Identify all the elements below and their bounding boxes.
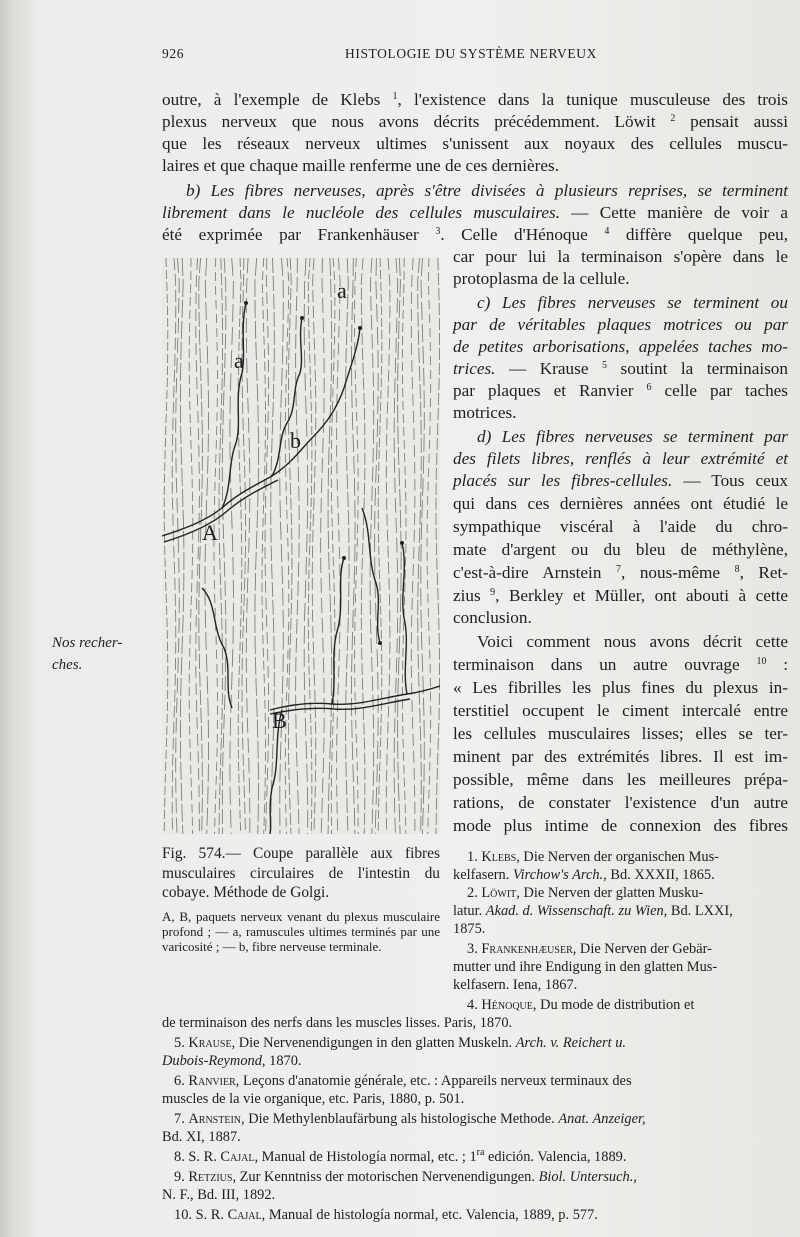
text-line: protoplasma de la cellule.	[453, 269, 630, 288]
footnote-6: 6. Ranvier, Leçons d'anatomie générale, etc. : Appareils nerveux terminaux des	[174, 1073, 632, 1089]
text-line: été exprimée par Frankenhäuser $^3$. Celle d'Hénoque $^4$ diffère quelque peu,	[162, 225, 788, 244]
figure-574	[162, 258, 440, 834]
text-line: plexus nerveux que nous avons décrits précédemment. Löwit $^2$ pensait aussi	[162, 112, 788, 131]
running-title: HISTOLOGIE DU SYSTÈME NERVEUX	[345, 46, 597, 61]
margin-note: Nos recher- ches.	[52, 635, 123, 673]
footnote-9-cont: N. F., Bd. III, 1892.	[162, 1187, 276, 1203]
text-line: librement dans le nucléole des cellules musculaires. — Cette manière de voir a	[162, 203, 788, 222]
figure-label-B: B	[272, 708, 287, 733]
text-line: outre, à l'exemple de Klebs $^1$, l'existence dans la tunique musculeuse des trois	[162, 90, 788, 109]
text-line: que les réseaux nerveux ultimes s'unissent aux noyaux des cellules muscu-	[162, 134, 788, 153]
text-line: c'est-à-dire Arnstein $^7$, nous-même $^8$, Ret-	[453, 563, 789, 582]
text-line: qui dans ces dernières années ont étudié le	[453, 494, 788, 513]
text-line: « Les fibrilles les plus fines du plexus in-	[453, 678, 788, 697]
footnote-3-cont2: kelfasern. Iena, 1867.	[453, 977, 578, 993]
caption-title: Fig. 574.— Coupe parallèle aux fibres musculaires circulaires de l'intestin du cobaye. Méthode de Golgi.	[162, 845, 440, 902]
footnote-2: 2. Löwit, Die Nerven der glatten Musku-	[467, 885, 704, 901]
footnote-1-cont: kelfasern. Virchow's Arch., Bd. XXXII, 1865.	[453, 867, 715, 883]
text-line: des filets libres, renflés à leur extrémité et	[453, 449, 788, 468]
text-line: Voici comment nous avons décrit cette	[477, 632, 788, 651]
text-line: terstitiel occupent le ciment intercalé entre	[453, 701, 788, 720]
footnote-7: 7. Arnstein, Die Methylenblaufärbung als histologische Methode. Anat. Anzeiger,	[174, 1111, 646, 1127]
text-line: conclusion.	[453, 608, 532, 627]
figure-label-A: A	[202, 520, 218, 545]
text-line: par de véritables plaques motrices ou par	[453, 315, 788, 334]
footnote-7-cont: Bd. XI, 1887.	[162, 1129, 241, 1145]
figure-label-a1: a	[337, 278, 347, 303]
footnote-5-cont: Dubois-Reymond, 1870.	[162, 1053, 302, 1069]
figure-label-a2: a	[234, 348, 244, 373]
footnote-2-year: 1875.	[453, 921, 486, 937]
text-line: sympathique viscéral à l'aide du chro-	[453, 517, 788, 536]
text-line: trices. — Krause $^5$ soutint la terminaison	[453, 359, 788, 378]
histology-drawing	[162, 258, 440, 834]
footnote-8: 8. S. R. Cajal, Manual de Histología normal, etc. ; $1^{ra}$ edición. Valencia, 1889.	[174, 1147, 627, 1165]
text-line: par plaques et Ranvier $^6$ celle par taches	[453, 381, 789, 400]
text-line: d) Les fibres nerveuses se terminent par	[477, 427, 788, 446]
text-line: motrices.	[453, 403, 517, 422]
text-line: possible, même dans les meilleures prépa-	[453, 770, 788, 789]
text-line: laires et que chaque maille renferme une de ces dernières.	[162, 156, 560, 175]
page-number: 926	[162, 46, 185, 61]
text-line: les cellules musculaires lisses; elles se ter-	[453, 724, 788, 743]
footnote-9: 9. Retzius, Zur Kenntniss der motorischen Nervenendigungen. Biol. Untersuch.,	[174, 1169, 637, 1185]
figure-label-b: b	[290, 428, 301, 453]
text-line: zius $^9$, Berkley et Müller, ont abouti à cette	[453, 586, 789, 605]
text-line: placés sur les fibres-cellules. — Tous ceux	[453, 471, 788, 490]
footnote-4-cont: de terminaison des nerfs dans les muscles lisses. Paris, 1870.	[162, 1015, 513, 1031]
text-line: de petites arborisations, appelées taches mo-	[453, 337, 788, 356]
footnote-10: 10. S. R. Cajal, Manual de histología normal, etc. Valencia, 1889, p. 577.	[174, 1207, 598, 1223]
footnote-3-cont: mutter und ihre Endigung in den glatten Mus-	[453, 959, 718, 975]
text-line: rations, de constater l'existence d'un autre	[453, 793, 788, 812]
figure-caption	[162, 844, 440, 954]
text-line: terminaison dans un autre ouvrage $^{10}$ :	[453, 655, 788, 674]
footnote-6-cont: muscles de la vie organique, etc. Paris, 1880, p. 501.	[162, 1091, 465, 1107]
text-line: c) Les fibres nerveuses se terminent ou	[477, 293, 788, 312]
footnote-5: 5. Krause, Die Nervenendigungen in den glatten Muskeln. Arch. v. Reichert u.	[174, 1035, 627, 1051]
footnote-1: 1. Klebs, Die Nerven der organischen Mus-	[467, 849, 719, 865]
text-line: mode plus intime de connexion des fibres	[453, 816, 788, 835]
text-line: minent par des extrémités libres. Il est im-	[453, 747, 788, 766]
text-line: b) Les fibres nerveuses, après s'être divisées à plusieurs reprises, se terminent	[186, 181, 788, 200]
footnote-3: 3. Frankenhæuser, Die Nerven der Gebär-	[467, 941, 712, 957]
text-line: car pour lui la terminaison s'opère dans le	[453, 247, 788, 266]
caption-legend: A, B, paquets nerveux venant du plexus musculaire profond ; — a, ramuscules ultimes terminés par une varicosité ; — b, fibre nerveuse terminale.	[162, 908, 440, 955]
footnote-2-cont: latur. Akad. d. Wissenschaft. zu Wien, Bd. LXXI,	[453, 903, 733, 919]
text-line: mate d'argent ou du bleu de méthylène,	[453, 540, 788, 559]
footnote-4: 4. Hénoque, Du mode de distribution et	[467, 997, 695, 1013]
